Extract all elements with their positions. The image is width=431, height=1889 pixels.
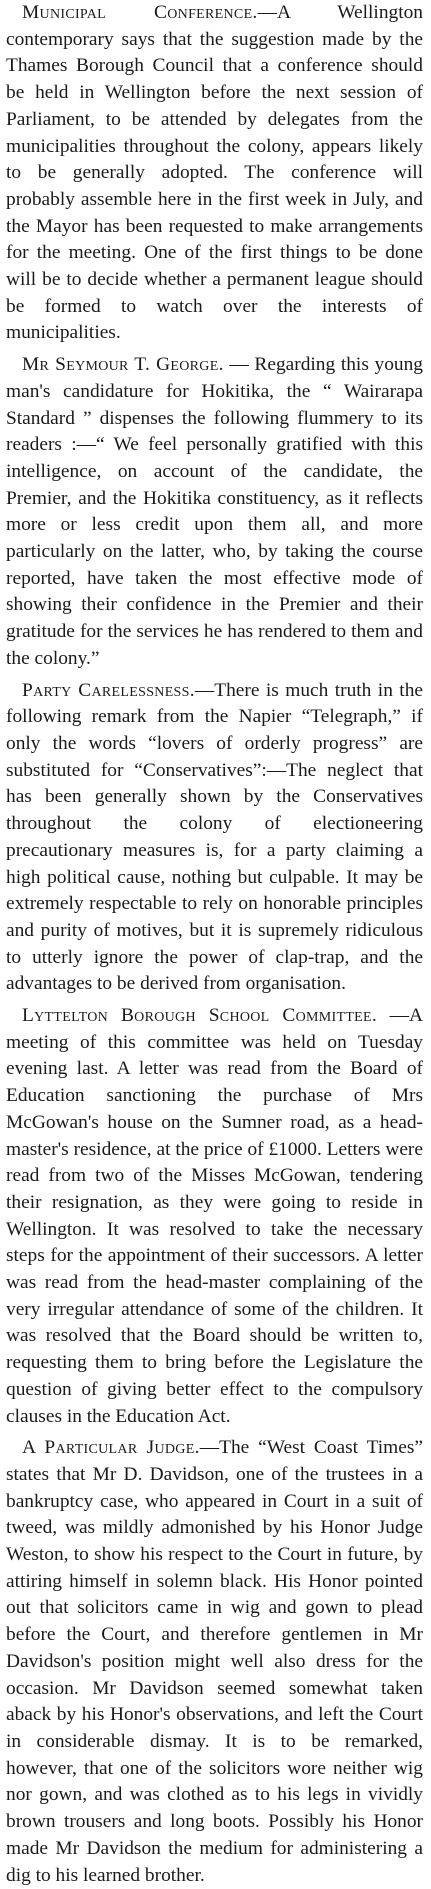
paragraph-heading: Party Carelessness.: [22, 679, 195, 701]
paragraph-heading: Municipal Conference.: [22, 2, 258, 23]
article-seymour-george: [6, 352, 423, 672]
paragraph-body: —There is much truth in the following remark from the Napier “Telegraph,” if only the words “lovers of orderly progress” are substituted for “Conservatives”:—The neglect that has been generally shown by the Conservatives throughout the colony of electioneering precautionary measures is, for a party claiming a high political cause, nothing but culpable. It may be extremely respectable to rely on honorable principles and purity of motives, but it is supremely ridiculous to utterly ignore the power of clap-trap, and the advantages to be derived from organisation.: [6, 679, 423, 995]
paragraph-body: —A Wellington contemporary says that the suggestion made by the Thames Borough Council that a conference should be held in Wellington before the next session of Parliament, to be attended by delegates from the municipalities throughout the colony, appears likely to be generally adopted. The conference will probably assemble here in the first week in July, and the Mayor has been requested to make arrangements for the meeting. One of the first things to be done will be to decide whether a permanent league should be formed to watch over the interests of municipalities.: [6, 2, 423, 344]
article-particular-judge: [6, 1435, 423, 1889]
paragraph-heading: Lyttelton Borough School Committee.: [22, 1005, 378, 1027]
article-municipal-conference: [6, 0, 423, 347]
article-party-carelessness: [6, 678, 423, 998]
paragraph-body: —A meeting of this committee was held on Tuesday evening last. A letter was read from the Board of Education sanctioning the purchase of Mrs McGowan's house on the Sumner road, as a head-master's residence, at the price of £1000. Letters were read from two of the Misses McGowan, tendering their resignation, as they were going to reside in Wellington. It was resolved to take the necessary steps for the appointment of their successors. A letter was read from the head-master complaining of the very irregular attendance of some of the children. It was resolved that the Board should be written to, requesting them to bring before the Legislature the question of giving better effect to the compulsory clauses in the Education Act.: [6, 1005, 423, 1427]
paragraph-body: —The “West Coast Times” states that Mr D. Davidson, one of the trustees in a bankruptcy case, who appeared in Court in a suit of tweed, was mildly admonished by his Honor Judge Weston, to show his respect to the Court in future, by attiring himself in solemn black. His Honor pointed out that solicitors came in wig and gown to plead before the Court, and therefore gentlemen in Mr Davidson's position might well also dress for the occasion. Mr Davidson seemed somewhat taken aback by his Honor's observations, and left the Court in considerable dismay. It is to be remarked, however, that one of the solicitors wore neither wig nor gown, and was clothed as to his legs in vividly brown trousers and long boots. Possibly his Honor made Mr Davidson the medium for administering a dig to his learned brother.: [6, 1437, 423, 1886]
paragraph-heading: Mr Seymour T. George.: [22, 354, 224, 376]
paragraph-body: — Regarding this young man's candidature for Hokitika, the “ Wairarapa Standard ” dispenses the following flummery to its readers :—“ We feel personally gratified with this intelligence, on account of the candidate, the Premier, and the Hokitika constituency, as it reflects more or less credit upon them all, and more particularly on the latter, who, by taking the course reported, have taken the most effective mode of showing their confidence in the Premier and their gratitude for the services he has rendered to them and the colony.”: [6, 354, 423, 669]
article-lyttelton-school-committee: [6, 1003, 423, 1430]
paragraph-heading: A Particular Judge.: [22, 1437, 200, 1459]
